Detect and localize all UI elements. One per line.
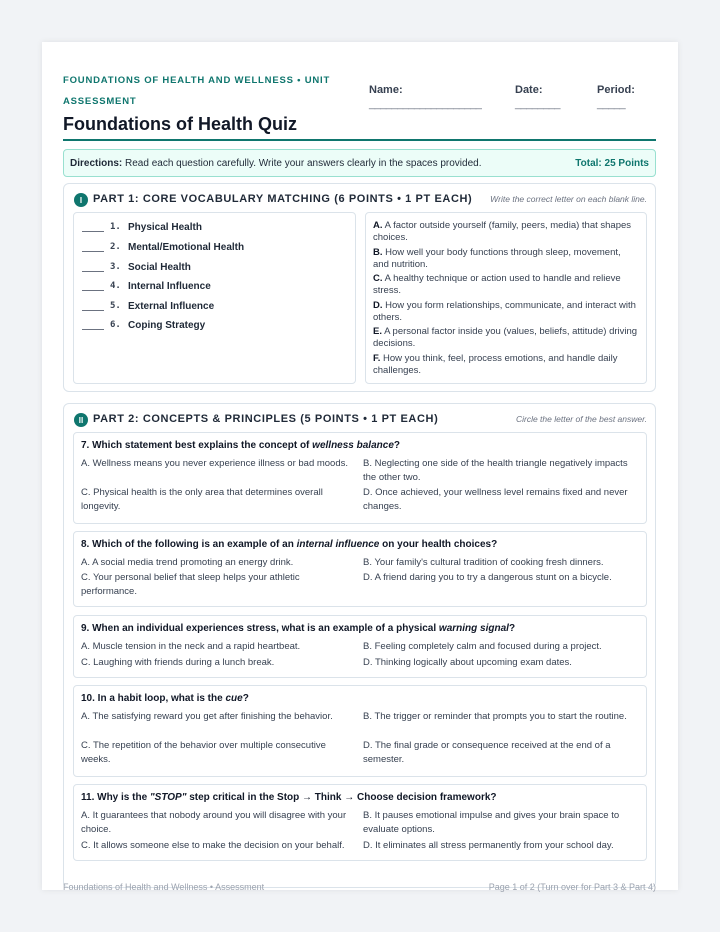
date-line: ________: [515, 98, 560, 110]
answer-option-b[interactable]: B. The trigger or reminder that prompts you to start the routine.: [363, 711, 627, 722]
term-number: 3.: [110, 262, 121, 272]
term-item: [82, 279, 211, 293]
name-field[interactable]: [369, 84, 481, 110]
footer-page-number: Page 1 of 2 (Turn over for Part 3 & Part 4): [488, 882, 656, 892]
term-item: [82, 318, 205, 332]
part-1-instructions: Write the correct letter on each blank line.: [490, 194, 647, 204]
definition-letter: D.: [373, 300, 383, 311]
answer-blank[interactable]: [82, 321, 104, 330]
terms-list: [73, 212, 356, 384]
definition-letter: B.: [373, 247, 383, 258]
definition-item: [373, 273, 639, 296]
course-kicker: FOUNDATIONS OF HEALTH AND WELLNESS • UNIT ASSESSMENT: [63, 75, 331, 107]
definition-item: [373, 326, 639, 349]
term-label: Mental/Emotional Health: [128, 241, 245, 253]
answer-option-d[interactable]: D. Thinking logically about upcoming exam dates.: [363, 657, 572, 668]
question-stem-end: step critical in the Stop → Think → Choose decision framework?: [186, 792, 497, 803]
question-stem: 9. When an individual experiences stress, what is an example of a physical: [81, 623, 439, 634]
question-text: [81, 440, 400, 451]
answer-option-c[interactable]: C. Your personal belief that sleep helps your athletic performance.: [81, 572, 300, 597]
answer-option-b[interactable]: B. It pauses emotional impulse and gives your brain space to evaluate options.: [363, 810, 620, 835]
date-field[interactable]: [515, 84, 560, 110]
period-line: _____: [597, 98, 626, 110]
answer-blank[interactable]: [82, 282, 104, 291]
part-1-badge: I: [74, 193, 88, 207]
answer-blank[interactable]: [82, 223, 104, 232]
term-number: 5.: [110, 301, 121, 311]
question-11: [73, 784, 647, 861]
date-label: Date:: [515, 84, 543, 96]
answer-option-c[interactable]: C. Laughing with friends during a lunch break.: [81, 657, 275, 668]
page-footer: [63, 882, 656, 892]
definition-text: How you think, feel, process emotions, and handle daily challenges.: [373, 353, 618, 376]
definition-text: How you form relationships, communicate, and interact with others.: [373, 300, 636, 323]
part-2-instructions: Circle the letter of the best answer.: [515, 414, 647, 424]
part-1-section: [63, 183, 656, 392]
question-stem-end: ?: [393, 440, 400, 451]
term-number: 4.: [110, 281, 121, 291]
term-number: 6.: [110, 320, 121, 330]
answer-option-d[interactable]: D. The final grade or consequence received at the end of a semester.: [363, 740, 611, 765]
answer-blank[interactable]: [82, 302, 104, 311]
question-stem: 7. Which statement best explains the concept of: [81, 440, 313, 451]
term-item: [82, 260, 191, 274]
answer-option-c[interactable]: C. It allows someone else to make the decision on your behalf.: [81, 840, 345, 851]
period-label: Period:: [597, 84, 635, 96]
part-2-title: PART 2: CONCEPTS & PRINCIPLES (5 POINTS • 1 PT EACH): [93, 413, 439, 425]
answer-blank[interactable]: [82, 263, 104, 272]
answer-blank[interactable]: [82, 243, 104, 252]
answer-option-b[interactable]: B. Feeling completely calm and focused during a project.: [363, 641, 602, 652]
quiz-title: Foundations of Health Quiz: [63, 114, 297, 134]
term-label: Coping Strategy: [128, 319, 206, 331]
definition-text: How well your body functions through sleep, movement, and nutrition.: [373, 247, 621, 270]
answer-option-d[interactable]: D. A friend daring you to try a dangerous stunt on a bicycle.: [363, 572, 612, 583]
question-text: [81, 623, 515, 634]
question-term: internal influence: [296, 539, 380, 550]
definition-item: [373, 247, 639, 270]
definition-text: A factor outside yourself (family, peers, media) that shapes choices.: [373, 220, 632, 243]
name-line: ____________________: [369, 98, 482, 110]
question-stem: 11. Why is the: [81, 792, 150, 803]
answer-option-b[interactable]: B. Your family's cultural tradition of cooking fresh dinners.: [363, 557, 604, 568]
part-2-header: [74, 412, 647, 428]
definitions-list: [365, 212, 647, 384]
question-stem: 10. In a habit loop, what is the: [81, 693, 226, 704]
part-1-header: [74, 192, 647, 208]
term-item: [82, 240, 244, 254]
definition-item: [373, 220, 639, 243]
directions-label: Directions:: [70, 157, 123, 169]
part-1-title: PART 1: CORE VOCABULARY MATCHING (6 POINTS • 1 PT EACH): [93, 193, 473, 205]
definition-item: [373, 300, 639, 323]
term-label: External Influence: [128, 300, 215, 312]
question-stem-end: ?: [242, 693, 249, 704]
question-text: [81, 792, 497, 803]
answer-option-a[interactable]: A. A social media trend promoting an energy drink.: [81, 557, 294, 568]
total-points: Total: 25 Points: [575, 157, 649, 169]
directions-text: Read each question carefully. Write your answers clearly in the spaces provided.: [125, 157, 482, 169]
question-stem-end: ?: [508, 623, 516, 634]
answer-option-b[interactable]: B. Neglecting one side of the health triangle negatively impacts the other two.: [363, 458, 628, 483]
question-stem: 8. Which of the following is an example of an: [81, 539, 297, 550]
question-10: [73, 685, 647, 777]
definition-letter: A.: [373, 220, 383, 231]
answer-option-d[interactable]: D. It eliminates all stress permanently from your school day.: [363, 840, 614, 851]
term-number: 1.: [110, 222, 121, 232]
definition-text: A healthy technique or action used to handle and relieve stress.: [373, 273, 621, 296]
question-term: "STOP": [149, 792, 187, 803]
definition-text: A personal factor inside you (values, beliefs, attitude) driving decisions.: [373, 326, 638, 349]
part-2-badge: II: [74, 413, 88, 427]
definition-letter: F.: [373, 353, 381, 364]
question-text: [81, 693, 249, 704]
answer-option-d[interactable]: D. Once achieved, your wellness level remains fixed and never changes.: [363, 487, 628, 512]
worksheet-page: [42, 42, 678, 890]
term-item: [82, 220, 202, 234]
definition-item: [373, 353, 639, 376]
term-item: [82, 299, 214, 313]
footer-course: Foundations of Health and Wellness • Assessment: [63, 882, 265, 892]
question-8: [73, 531, 647, 607]
question-9: [73, 615, 647, 678]
term-label: Internal Influence: [128, 280, 211, 292]
question-term: cue: [225, 693, 243, 704]
part-2-section: [63, 403, 656, 888]
worksheet-content: [63, 70, 656, 851]
question-7: [73, 432, 647, 524]
term-label: Social Health: [128, 261, 191, 273]
directions-text-wrap: [70, 158, 482, 169]
question-term: warning signal: [438, 623, 509, 634]
definition-letter: C.: [373, 273, 383, 284]
answer-option-c[interactable]: C. The repetition of the behavior over multiple consecutive weeks.: [81, 740, 326, 765]
term-label: Physical Health: [128, 221, 202, 233]
term-number: 2.: [110, 242, 121, 252]
period-field[interactable]: [597, 84, 635, 110]
answer-option-a[interactable]: A. The satisfying reward you get after finishing the behavior.: [81, 711, 333, 722]
question-text: [81, 539, 497, 550]
question-term: wellness balance: [312, 440, 394, 451]
definition-letter: E.: [373, 326, 382, 337]
header-divider: [63, 139, 656, 141]
directions-banner: [63, 149, 656, 177]
answer-option-c[interactable]: C. Physical health is the only area that determines overall longevity.: [81, 487, 323, 512]
answer-option-a[interactable]: A. Wellness means you never experience illness or bad moods.: [81, 458, 349, 469]
question-stem-end: on your health choices?: [379, 539, 498, 550]
name-label: Name:: [369, 84, 403, 96]
answer-option-a[interactable]: A. It guarantees that nobody around you will disagree with your choice.: [81, 810, 347, 835]
answer-option-a[interactable]: A. Muscle tension in the neck and a rapid heartbeat.: [81, 641, 301, 652]
